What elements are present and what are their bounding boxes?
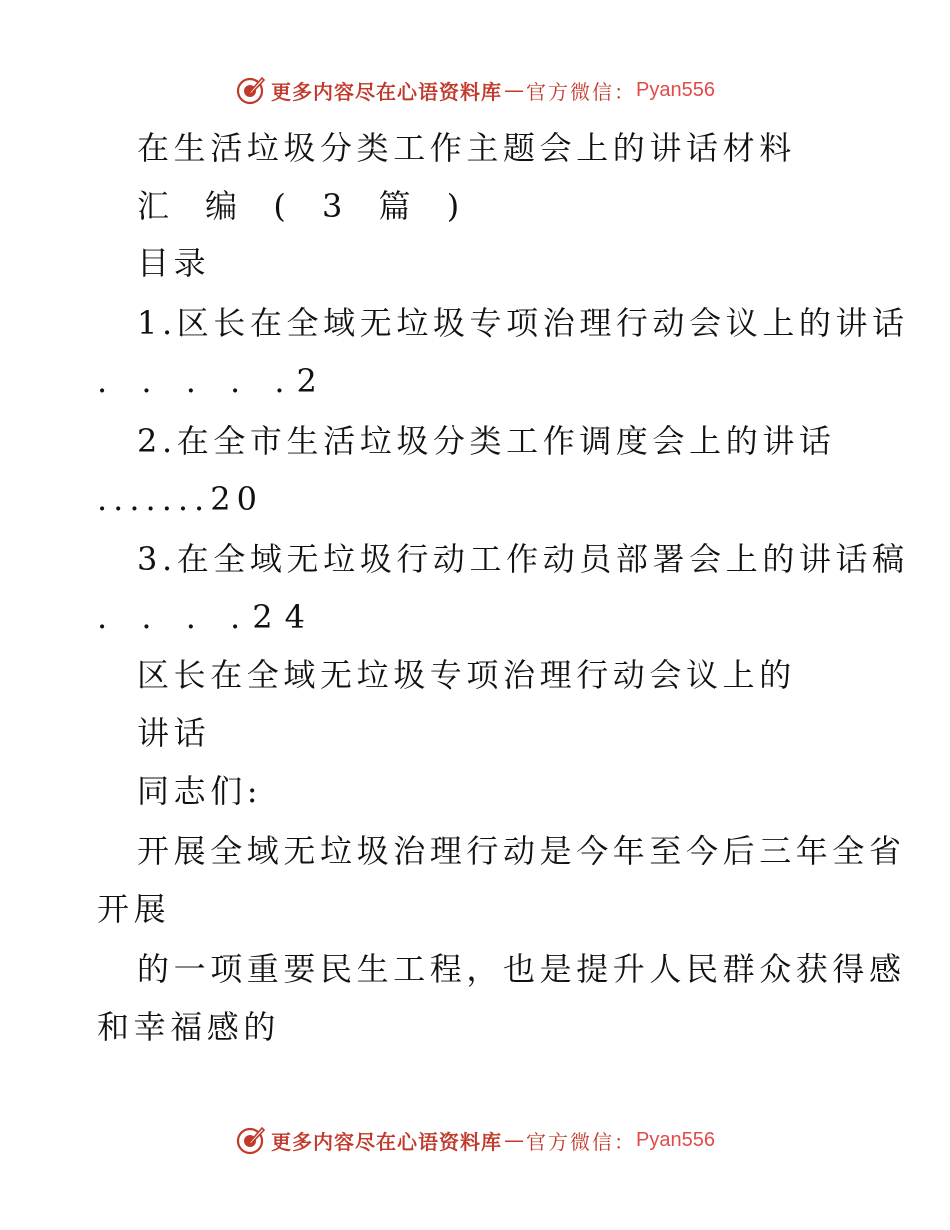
toc-item-title: 1.区长在全域无垃圾专项治理行动会议上的讲话 xyxy=(137,304,909,342)
document-title-line2: 汇 编 ( 3 篇 ) xyxy=(137,187,473,225)
toc-item-leader: . . . .24 xyxy=(97,598,317,636)
document-title-line1: 在生活垃圾分类工作主题会上的讲话材料 xyxy=(137,129,796,167)
section-title-line1: 区长在全域无垃圾专项治理行动会议上的 xyxy=(137,656,796,694)
watermark-separator: — xyxy=(504,78,525,102)
watermark-wechat-label: 官方微信： xyxy=(526,1129,637,1154)
toc-item-title: 3.在全域无垃圾行动工作动员部署会上的讲话稿 xyxy=(137,540,909,578)
watermark-separator: — xyxy=(504,1128,525,1152)
header-watermark xyxy=(0,70,950,110)
watermark-wechat-id: Pyan556 xyxy=(636,1128,715,1151)
paragraph-line: 的一项重要民生工程，也是提升人民群众获得感 xyxy=(137,950,906,988)
quill-logo-icon xyxy=(235,1124,267,1156)
section-title-line2: 讲话 xyxy=(137,714,211,752)
paragraph-line: 和幸福感的 xyxy=(97,1008,281,1046)
footer-watermark xyxy=(0,1120,950,1160)
paragraph-line: 开展 xyxy=(97,890,171,928)
quill-logo-icon xyxy=(235,74,267,106)
paragraph-line: 开展全域无垃圾治理行动是今年至今后三年全省 xyxy=(137,832,906,870)
watermark-wechat-id: Pyan556 xyxy=(636,78,715,101)
watermark-site: 更多内容尽在心语资料库 xyxy=(271,1129,503,1154)
toc-item-leader: .......20 xyxy=(97,480,263,518)
toc-heading: 目录 xyxy=(137,244,211,282)
toc-item-title: 2.在全市生活垃圾分类工作调度会上的讲话 xyxy=(137,422,836,460)
salutation: 同志们: xyxy=(137,772,263,810)
watermark-site: 更多内容尽在心语资料库 xyxy=(271,79,503,104)
toc-item-leader: . . . . .2 xyxy=(97,362,329,400)
watermark-wechat-label: 官方微信： xyxy=(526,79,637,104)
